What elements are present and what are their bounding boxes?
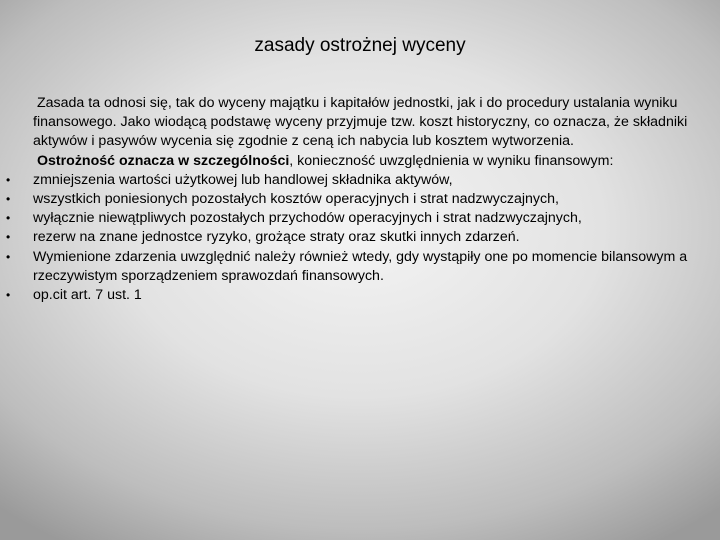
slide-title: zasady ostrożnej wyceny: [254, 35, 466, 56]
paragraph-rest: , konieczność uwzględnienia w wyniku finansowym:: [289, 152, 614, 169]
bullet-item: • wszystkich poniesionych pozostałych kosztów operacyjnych i strat nadzwyczajnych,: [33, 190, 693, 209]
paragraph-ostroznosc: [33, 152, 693, 171]
slide-body: [33, 94, 693, 305]
bullet-item: • wyłącznie niewątpliwych pozostałych przychodów operacyjnych i strat nadzwyczajnych,: [33, 209, 693, 228]
paragraph-intro: Zasada ta odnosi się, tak do wyceny majątku i kapitałów jednostki, jak i do procedury ustalania wyniku finansowego. Jako wiodącą podstawę wyceny przyjmuje tzw. koszt historyczny, co oznacza, że składniki aktywów i pasywów wycenia się zgodnie z ceną ich nabycia lub kosztem wytworzenia.: [33, 95, 688, 150]
bullet-item: • rezerw na znane jednostce ryzyko, grożące straty oraz skutki innych zdarzeń.: [33, 228, 693, 247]
bullet-item: • zmniejszenia wartości użytkowej lub handlowej składnika aktywów,: [33, 171, 693, 190]
paragraph-bold-phrase: Ostrożność oznacza w szczególności: [37, 152, 290, 169]
bullet-item: • op.cit art. 7 ust. 1: [33, 286, 693, 305]
bullet-item: • Wymienione zdarzenia uwzględnić należy również wtedy, gdy wystąpiły one po momencie bilansowym a rzeczywistym sporządzeniem sprawozdań finansowych.: [33, 248, 693, 286]
